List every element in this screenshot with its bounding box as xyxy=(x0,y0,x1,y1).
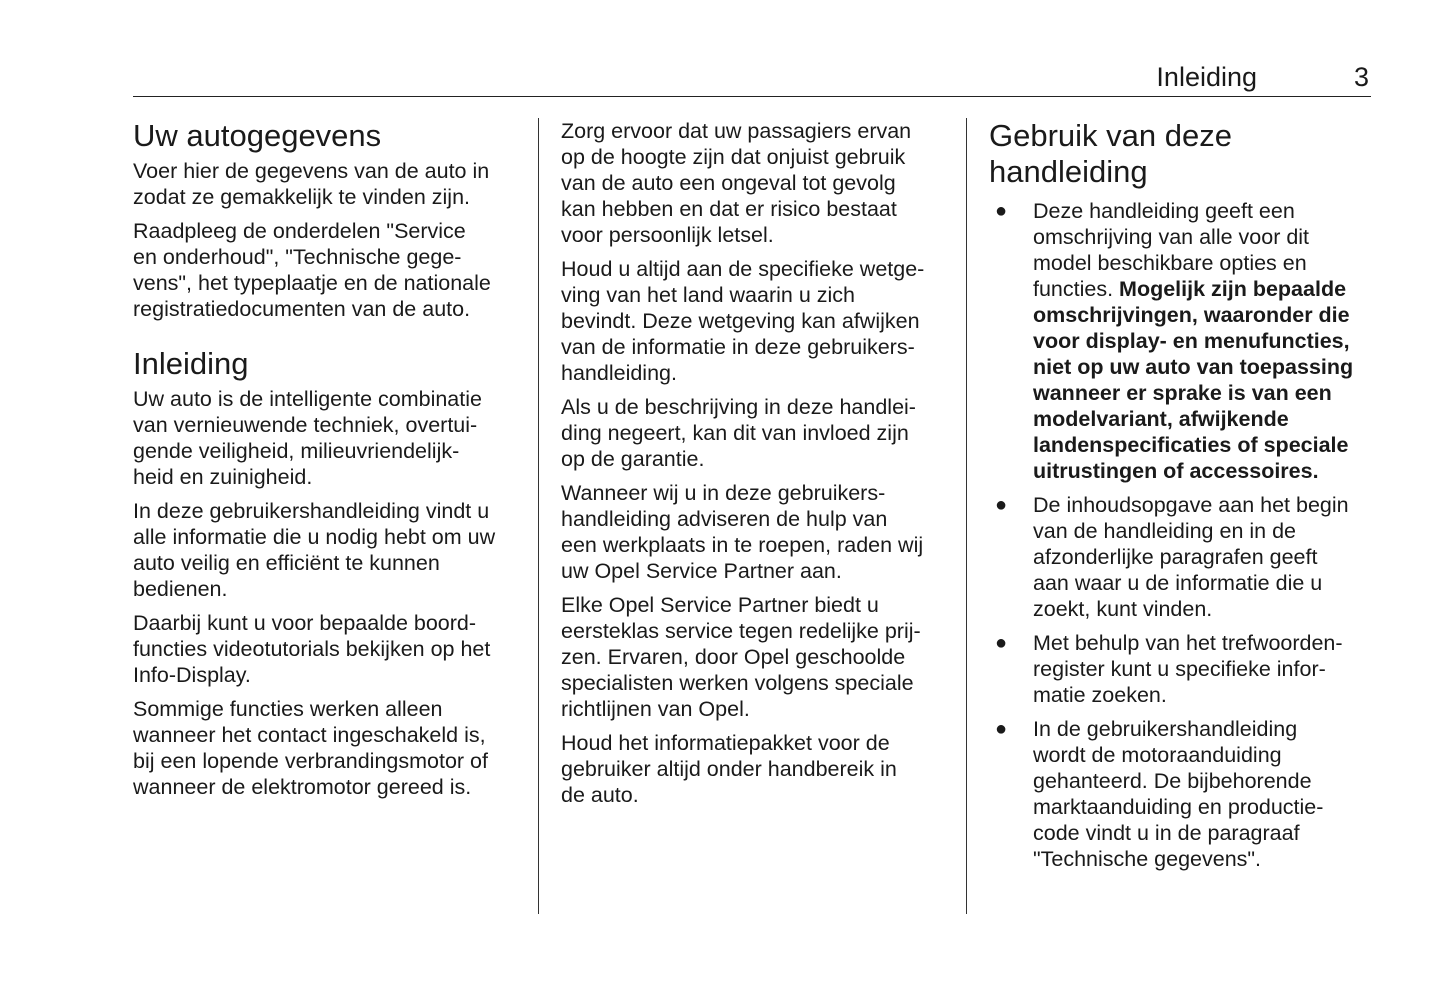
bullet-icon: ● xyxy=(995,632,1008,654)
list-item-bold-text: Mogelijk zijn bepaalde omschrijvingen, waaronder die voor display- en menufuncties, niet op uw auto van toepassing wanneer er sprake is van een modelvariant, afwijkende landenspecificaties of speciale uitrustingen of accessoires. xyxy=(1033,277,1354,483)
bullet-icon: ● xyxy=(995,718,1008,740)
list-item xyxy=(989,630,1373,708)
list-item-text: In de gebruikershandleiding wordt de motoraanduiding gehanteerd. De bijbehorende marktaanduiding en productie- code vindt u in de paragraaf "Technische gegevens". xyxy=(1033,717,1324,871)
paragraph: Houd het informatiepakket voor de gebruiker altijd onder handbereik in de auto. xyxy=(561,731,897,807)
list-item xyxy=(989,716,1373,872)
column-divider-1 xyxy=(538,118,539,914)
heading-uw-autogegevens: Uw autogegevens xyxy=(133,118,382,153)
bullet-icon: ● xyxy=(995,494,1008,516)
paragraph: Raadpleeg de onderdelen "Service en onderhoud", "Technische gege- vens", het typeplaatje en de nationale registratiedocumenten van de auto. xyxy=(133,219,491,321)
paragraph: Als u de beschrijving in deze handlei- ding negeert, kan dit van invloed zijn op de garantie. xyxy=(561,395,916,471)
paragraph: Sommige functies werken alleen wanneer het contact ingeschakeld is, bij een lopende verbrandingsmotor of wanneer de elektromotor gereed is. xyxy=(133,697,488,799)
heading-gebruik-handleiding: Gebruik van deze handleiding xyxy=(989,118,1232,189)
paragraph: Houd u altijd aan de specifieke wetge- ving van het land waarin u zich bevindt. Deze wetgeving kan afwijken van de informatie in deze gebruikers- handleiding. xyxy=(561,257,925,385)
page-number: 3 xyxy=(1353,62,1369,92)
column-left xyxy=(133,118,528,808)
paragraph: Zorg ervoor dat uw passagiers ervan op de hoogte zijn dat onjuist gebruik van de auto een ongeval tot gevolg kan hebben en dat er risico bestaat voor persoonlijk letsel. xyxy=(561,119,912,247)
column-divider-2 xyxy=(966,118,967,914)
list-item-text: De inhoudsopgave aan het begin van de handleiding en in de afzonderlijke paragrafen geeft aan waar u de informatie die u zoekt, kunt vinden. xyxy=(1033,493,1349,621)
column-right xyxy=(989,118,1373,880)
paragraph: Voer hier de gegevens van de auto in zodat ze gemakkelijk te vinden zijn. xyxy=(133,159,490,209)
page-header xyxy=(133,58,1371,97)
list-item-text: Deze handleiding geeft een omschrijving van alle voor dit model beschikbare opties en functies. xyxy=(1033,199,1310,301)
bullet-icon: ● xyxy=(995,200,1008,222)
list-item xyxy=(989,492,1373,622)
heading-inleiding: Inleiding xyxy=(133,346,249,381)
paragraph: Wanneer wij u in deze gebruikers- handleiding adviseren de hulp van een werkplaats in te roepen, raden wij uw Opel Service Partner aan. xyxy=(561,481,924,583)
paragraph: In deze gebruikershandleiding vindt u alle informatie die u nodig hebt om uw auto veilig en efficiënt te kunnen bedienen. xyxy=(133,499,496,601)
paragraph: Daarbij kunt u voor bepaalde boord- functies videotutorials bekijken op het Info-Display. xyxy=(133,611,491,687)
bullet-list xyxy=(989,198,1373,872)
column-middle xyxy=(561,118,951,816)
list-item xyxy=(989,198,1373,484)
paragraph: Uw auto is de intelligente combinatie van vernieuwende techniek, overtui- gende veiligheid, milieuvriendelijk- heid en zuinigheid. xyxy=(133,387,482,489)
paragraph: Elke Opel Service Partner biedt u eersteklas service tegen redelijke prij- zen. Ervaren, door Opel geschoolde specialisten werken volgens speciale richtlijnen van Opel. xyxy=(561,593,921,721)
section-title: Inleiding xyxy=(1156,62,1257,92)
list-item-text: Met behulp van het trefwoorden- register kunt u specifieke infor- matie zoeken. xyxy=(1033,631,1343,707)
